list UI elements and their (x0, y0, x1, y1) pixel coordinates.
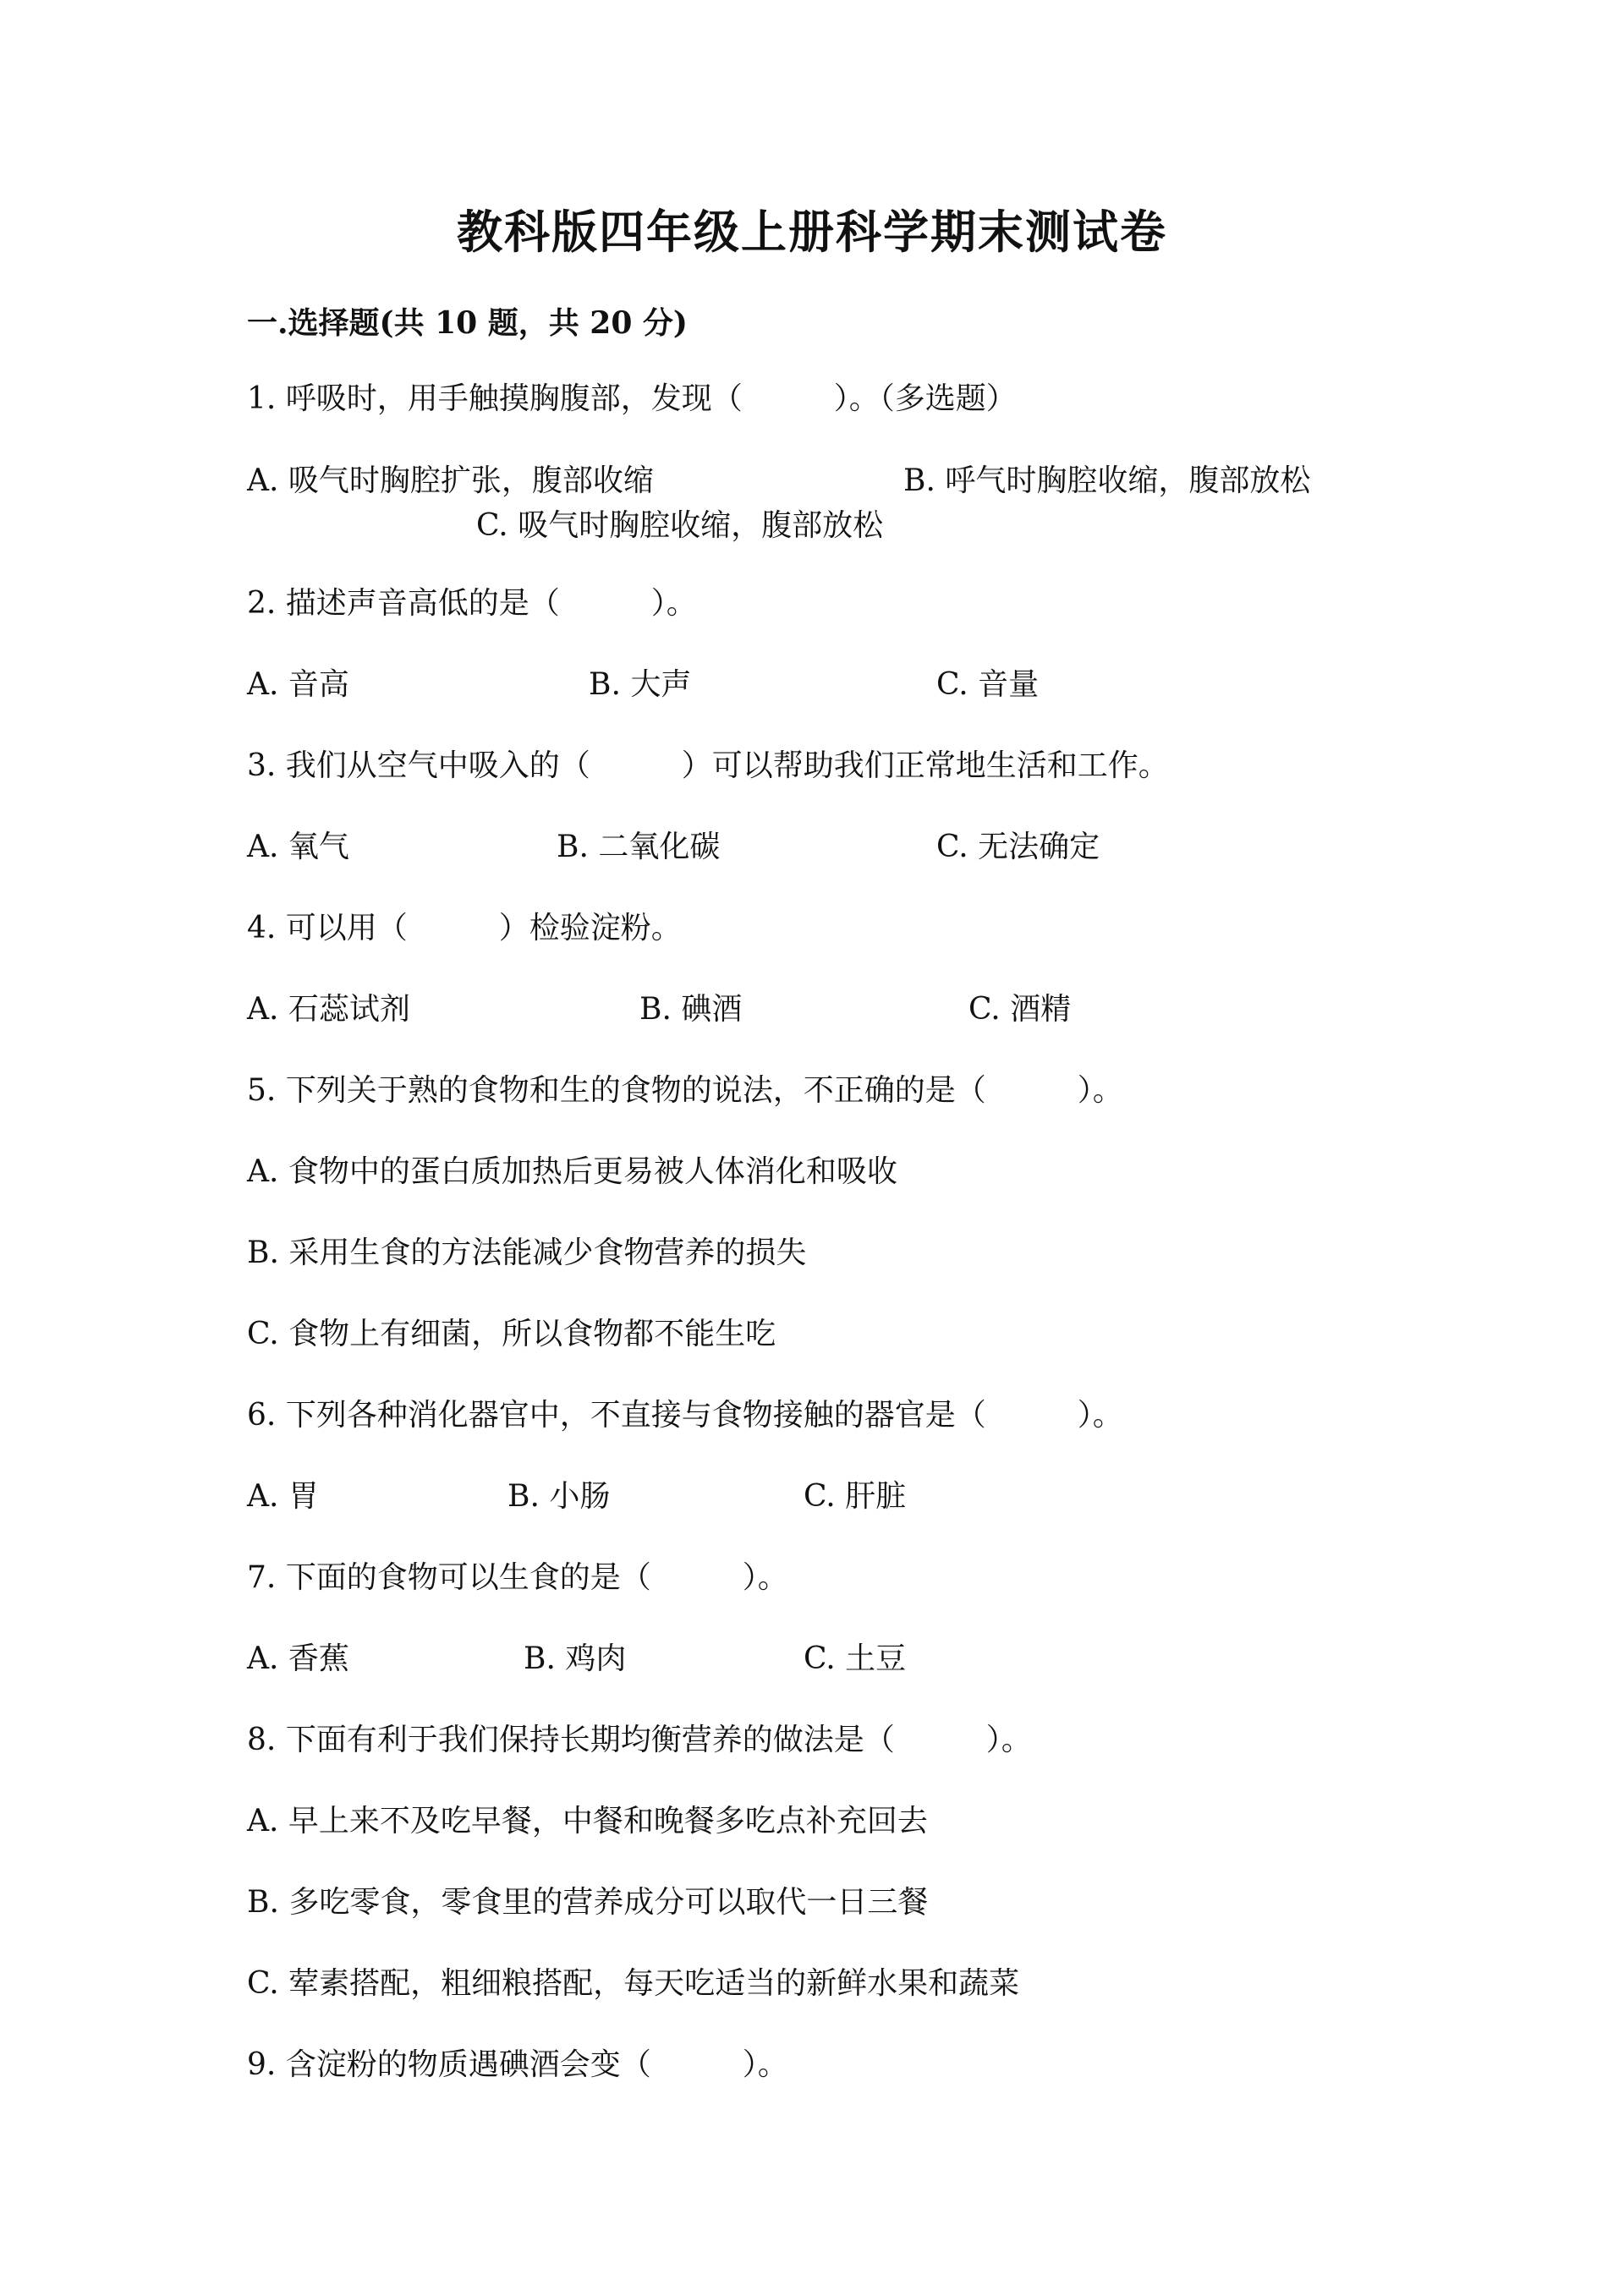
question-stem-2: 2. 描述声音高低的是（ ）。 (247, 586, 697, 621)
option-8a: A. 早上来不及吃早餐，中餐和晚餐多吃点补充回去 (247, 1804, 928, 1838)
option-7a: A. 香蕉 (247, 1641, 349, 1676)
option-6b: B. 小肠 (508, 1479, 611, 1514)
option-2c: C. 音量 (936, 667, 1040, 702)
page-title: 教科版四年级上册科学期末测试卷 (457, 205, 1167, 259)
option-4c: C. 酒精 (968, 992, 1072, 1027)
question-stem-1: 1. 呼吸时，用手触摸胸腹部，发现（ ）。（多选题） (247, 381, 1017, 416)
option-1c: C. 吸气时胸腔收缩，腹部放松 (476, 508, 884, 543)
option-6a: A. 胃 (247, 1479, 319, 1514)
option-5b: B. 采用生食的方法能减少食物营养的损失 (247, 1236, 807, 1270)
option-8c: C. 荤素搭配，粗细粮搭配，每天吃适当的新鲜水果和蔬菜 (247, 1966, 1020, 2001)
question-stem-7: 7. 下面的食物可以生食的是（ ）。 (247, 1560, 788, 1595)
option-6c: C. 肝脏 (804, 1479, 907, 1514)
option-8b: B. 多吃零食，零食里的营养成分可以取代一日三餐 (247, 1885, 929, 1920)
option-4b: B. 碘酒 (639, 992, 743, 1027)
question-stem-9: 9. 含淀粉的物质遇碘酒会变（ ）。 (247, 2047, 788, 2082)
question-stem-3: 3. 我们从空气中吸入的（ ）可以帮助我们正常地生活和工作。 (247, 748, 1169, 783)
option-2a: A. 音高 (247, 667, 349, 702)
option-4a: A. 石蕊试剂 (247, 992, 410, 1027)
question-stem-4: 4. 可以用（ ）检验淀粉。 (247, 911, 682, 945)
question-stem-8: 8. 下面有利于我们保持长期均衡营养的做法是（ ）。 (247, 1723, 1032, 1757)
option-3a: A. 氧气 (247, 830, 349, 864)
option-3c: C. 无法确定 (936, 830, 1100, 864)
question-stem-5: 5. 下列关于熟的食物和生的食物的说法，不正确的是（ ）。 (247, 1073, 1123, 1108)
option-7c: C. 土豆 (804, 1641, 907, 1676)
section-heading: 一.选择题(共 10 题，共 20 分) (247, 305, 688, 341)
option-5a: A. 食物中的蛋白质加热后更易被人体消化和吸收 (247, 1154, 897, 1189)
option-2b: B. 大声 (589, 667, 692, 702)
option-5c: C. 食物上有细菌，所以食物都不能生吃 (247, 1317, 776, 1351)
option-1a: A. 吸气时胸腔扩张，腹部收缩 (247, 463, 654, 498)
question-stem-6: 6. 下列各种消化器官中，不直接与食物接触的器官是（ ）。 (247, 1398, 1123, 1433)
option-3b: B. 二氧化碳 (557, 830, 721, 864)
option-7b: B. 鸡肉 (524, 1641, 627, 1676)
option-1b: B. 呼气时胸腔收缩，腹部放松 (903, 463, 1311, 498)
